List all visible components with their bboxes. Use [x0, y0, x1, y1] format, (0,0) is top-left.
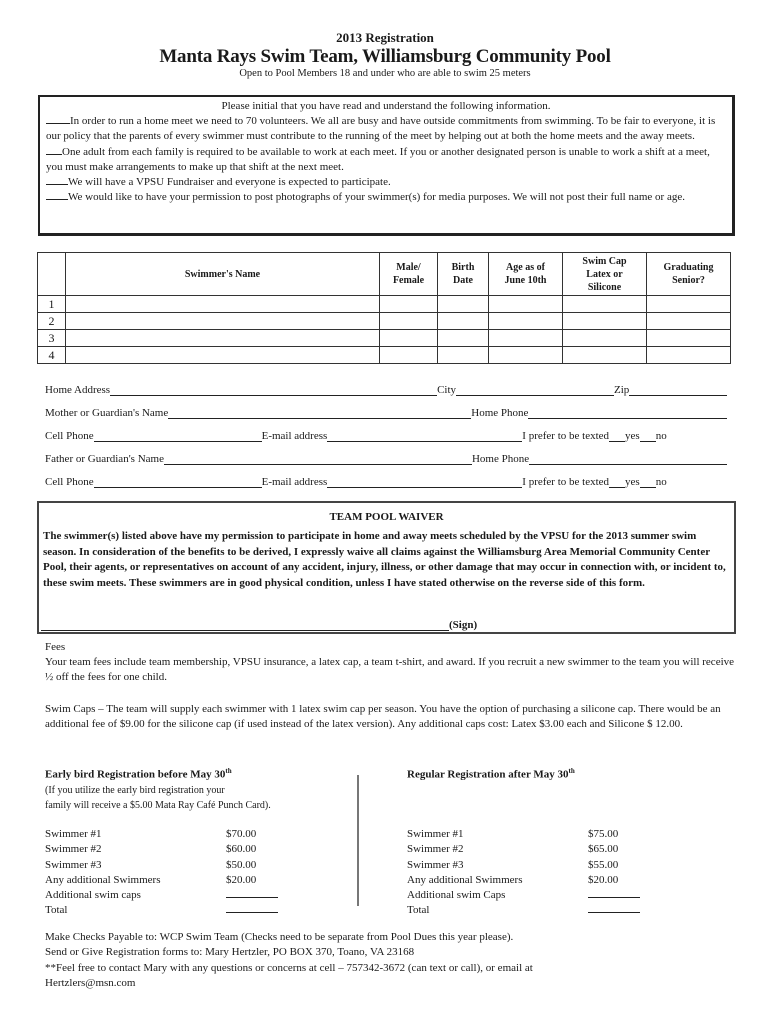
price-row	[407, 858, 707, 873]
price-row	[45, 873, 345, 888]
price-amount: $20.00	[588, 873, 619, 886]
swim-cap-cell[interactable]	[563, 296, 647, 313]
price-label: Swimmer #1	[45, 827, 102, 840]
mother-name-label: Mother or Guardian's Name	[45, 407, 169, 419]
mother-text-no-label: no	[655, 430, 667, 442]
initial-field[interactable]	[46, 175, 68, 185]
acknowledgement-item	[46, 145, 726, 175]
swimmer-name-cell[interactable]	[66, 296, 380, 313]
father-text-yes-label: yes	[625, 476, 640, 488]
birth-date-cell[interactable]	[438, 347, 489, 364]
swim-caps-text: Swim Caps – The team will supply each swimmer with 1 latex swim cap per season. You have the option of purchasing a silicone cap. There would be an additional fee of $9.00 for the silicone cap (if used instead of the latex version). Any additional caps cost: Latex $3.00 each and Silicone $ 12.00.	[45, 703, 721, 731]
age-cell[interactable]	[489, 330, 563, 347]
swim-cap-cell[interactable]	[563, 347, 647, 364]
mailing-address-line: Send or Give Registration forms to: Mary Hertzler, PO BOX 370, Toano, VA 23168	[45, 946, 415, 959]
table-row	[38, 296, 731, 313]
price-label: Swimmer #1	[407, 827, 464, 840]
swim-cap-cell[interactable]	[563, 313, 647, 330]
mother-email-label: E-mail address	[261, 430, 328, 442]
father-home-phone-field[interactable]	[529, 454, 727, 465]
price-amount: $70.00	[226, 827, 257, 840]
price-label: Total	[407, 904, 430, 917]
additional-caps-field[interactable]	[226, 888, 278, 903]
price-amount: $55.00	[588, 858, 619, 871]
table-header-row	[38, 253, 731, 296]
column-header-number	[38, 253, 66, 296]
column-header-graduating-senior: Graduating Senior?	[647, 253, 731, 296]
price-amount: $20.00	[226, 873, 257, 886]
waiver-box	[37, 501, 736, 634]
father-cell-field[interactable]	[94, 477, 262, 488]
age-cell[interactable]	[489, 313, 563, 330]
fees-text: Your team fees include team membership, VPSU insurance, a latex cap, a team t-shirt, and award. If you recruit a new swimmer to the team you will receive ½ off the fees for one child.	[45, 656, 735, 684]
total-field[interactable]	[226, 903, 278, 918]
regular-heading: Regular Registration after May 30th	[407, 767, 575, 781]
row-number: 3	[38, 330, 66, 347]
mother-home-phone-field[interactable]	[528, 408, 727, 419]
initial-field[interactable]	[46, 190, 68, 200]
price-row	[45, 842, 345, 857]
acknowledgement-instruction: Please initial that you have read and understand the following information.	[221, 100, 551, 112]
address-row	[45, 382, 727, 396]
graduating-senior-cell[interactable]	[647, 313, 731, 330]
registration-year: 2013 Registration	[336, 30, 434, 45]
gender-cell[interactable]	[380, 296, 438, 313]
contact-info	[45, 930, 735, 991]
father-email-label: E-mail address	[261, 476, 328, 488]
column-header-swim-cap: Swim Cap Latex or Silicone	[563, 253, 647, 296]
signature-field[interactable]	[41, 620, 449, 631]
price-amount: $65.00	[588, 843, 619, 856]
father-cell-label: Cell Phone	[45, 476, 94, 488]
price-label: Swimmer #3	[45, 858, 102, 871]
table-row	[38, 347, 731, 364]
acknowledgement-text: We would like to have your permission to post photographs of your swimmer(s) for media purposes. We will not post their full name or age.	[68, 191, 685, 204]
city-label: City	[437, 384, 457, 396]
graduating-senior-cell[interactable]	[647, 330, 731, 347]
column-header-name: Swimmer's Name	[66, 253, 380, 296]
zip-field[interactable]	[629, 385, 727, 396]
acknowledgement-text: One adult from each family is required to be available to work at each meet. If you or another designated person is unable to work a shift at a meet, you must make arrangements to make up that shift at the next meet.	[46, 145, 710, 173]
birth-date-cell[interactable]	[438, 330, 489, 347]
swimmer-table	[37, 252, 731, 364]
mother-text-yes-field[interactable]	[609, 431, 625, 442]
price-row	[407, 903, 707, 918]
age-cell[interactable]	[489, 296, 563, 313]
mother-text-no-field[interactable]	[640, 431, 656, 442]
contact-note-line: **Feel free to contact Mary with any questions or concerns at cell – 757342-3672 (can text or call), or email at	[45, 961, 533, 974]
column-header-birth-date: Birth Date	[438, 253, 489, 296]
waiver-body: The swimmer(s) listed above have my permission to participate in home and away meets scheduled by the VPSU for the 2013 summer swim season. In consideration of the benefits to be derived, I expressly waive all claims against the Williamsburg Area Memorial Community Center Pool, their agents, or representatives on account of any accident, injury, illness, or other damage that may occur in connection with, or incident to, these swim meets. These swimmers are in good physical condition, unless I have stated otherwise on the reverse side of this form.	[43, 530, 726, 589]
gender-cell[interactable]	[380, 313, 438, 330]
father-text-yes-field[interactable]	[609, 477, 625, 488]
home-address-field[interactable]	[110, 385, 437, 396]
price-row	[407, 827, 707, 842]
initial-field[interactable]	[46, 145, 62, 155]
price-row	[45, 858, 345, 873]
price-row	[407, 888, 707, 903]
father-text-no-label: no	[655, 476, 667, 488]
price-label: Any additional Swimmers	[45, 873, 161, 886]
initial-field[interactable]	[46, 114, 70, 124]
contact-email[interactable]: Hertzlers@msn.com	[45, 976, 136, 989]
early-bird-note-line1: (If you utilize the early bird registration your	[45, 784, 225, 796]
father-email-field[interactable]	[327, 477, 522, 488]
page-title: Manta Rays Swim Team, Williamsburg Community Pool	[159, 46, 611, 67]
graduating-senior-cell[interactable]	[647, 347, 731, 364]
column-header-age: Age as of June 10th	[489, 253, 563, 296]
early-bird-note-line2: family will receive a $5.00 Mata Ray Café Punch Card).	[45, 799, 271, 811]
waiver-title: TEAM POOL WAIVER	[329, 511, 444, 523]
signature-row	[41, 619, 477, 631]
price-label: Swimmer #2	[45, 843, 102, 856]
price-amount: $50.00	[226, 858, 257, 871]
price-label: Total	[45, 904, 68, 917]
price-row	[45, 903, 345, 918]
swimmer-name-cell[interactable]	[66, 313, 380, 330]
sign-label: (Sign)	[449, 619, 478, 631]
birth-date-cell[interactable]	[438, 296, 489, 313]
row-number: 1	[38, 296, 66, 313]
price-amount: $75.00	[588, 827, 619, 840]
table-row	[38, 313, 731, 330]
mother-text-yes-label: yes	[625, 430, 640, 442]
mother-text-pref-label: I prefer to be texted	[522, 430, 610, 442]
acknowledgement-text: We will have a VPSU Fundraiser and everyone is expected to participate.	[68, 176, 391, 189]
fees-heading: Fees	[45, 641, 66, 653]
column-header-gender: Male/ Female	[380, 253, 438, 296]
age-cell[interactable]	[489, 347, 563, 364]
acknowledgement-item	[46, 175, 726, 190]
father-name-label: Father or Guardian's Name	[45, 453, 164, 465]
price-row	[407, 873, 707, 888]
mother-contact-row	[45, 428, 727, 442]
father-contact-row	[45, 474, 727, 488]
gender-cell[interactable]	[380, 347, 438, 364]
row-number: 4	[38, 347, 66, 364]
swimmer-name-cell[interactable]	[66, 347, 380, 364]
father-text-pref-label: I prefer to be texted	[522, 476, 610, 488]
price-row	[45, 827, 345, 842]
acknowledgement-item	[46, 190, 726, 205]
father-home-phone-label: Home Phone	[471, 453, 530, 465]
father-name-field[interactable]	[164, 454, 472, 465]
price-row	[45, 888, 345, 903]
regular-section	[407, 764, 707, 919]
price-label: Additional swim Caps	[407, 889, 506, 902]
checks-payable-line: Make Checks Payable to: WCP Swim Team (Checks need to be separate from Pool Dues this year please).	[45, 931, 514, 943]
price-row	[407, 842, 707, 857]
early-bird-heading: Early bird Registration before May 30th	[45, 767, 232, 781]
zip-label: Zip	[614, 384, 630, 396]
total-field[interactable]	[588, 903, 640, 918]
price-label: Swimmer #3	[407, 858, 464, 871]
swim-cap-cell[interactable]	[563, 330, 647, 347]
gender-cell[interactable]	[380, 330, 438, 347]
acknowledgement-item	[46, 114, 726, 144]
additional-caps-field[interactable]	[588, 888, 640, 903]
mother-name-row	[45, 405, 727, 419]
mother-cell-field[interactable]	[94, 431, 262, 442]
mother-email-field[interactable]	[327, 431, 522, 442]
page-subtitle: Open to Pool Members 18 and under who are able to swim 25 meters	[239, 68, 531, 79]
acknowledgement-text: In order to run a home meet we need to 70 volunteers. We all are busy and have outside commitments from swimming. To be fair to everyone, it is our policy that the parents of every swimmer must contribute to the running of the meet by helping out at both the home meets and the away meets.	[46, 115, 716, 143]
graduating-senior-cell[interactable]	[647, 296, 731, 313]
father-text-no-field[interactable]	[640, 477, 656, 488]
mother-cell-label: Cell Phone	[45, 430, 94, 442]
price-amount: $60.00	[226, 843, 257, 856]
mother-home-phone-label: Home Phone	[471, 407, 529, 419]
swimmer-name-cell[interactable]	[66, 330, 380, 347]
price-label: Swimmer #2	[407, 843, 464, 856]
acknowledgement-box	[38, 95, 735, 236]
birth-date-cell[interactable]	[438, 313, 489, 330]
city-field[interactable]	[456, 385, 614, 396]
price-label: Additional swim caps	[45, 889, 141, 902]
father-name-row	[45, 451, 727, 465]
price-label: Any additional Swimmers	[407, 873, 523, 886]
column-divider	[357, 775, 359, 906]
mother-name-field[interactable]	[168, 408, 471, 419]
table-row	[38, 330, 731, 347]
row-number: 2	[38, 313, 66, 330]
home-address-label: Home Address	[45, 384, 111, 396]
early-bird-section	[45, 764, 345, 919]
